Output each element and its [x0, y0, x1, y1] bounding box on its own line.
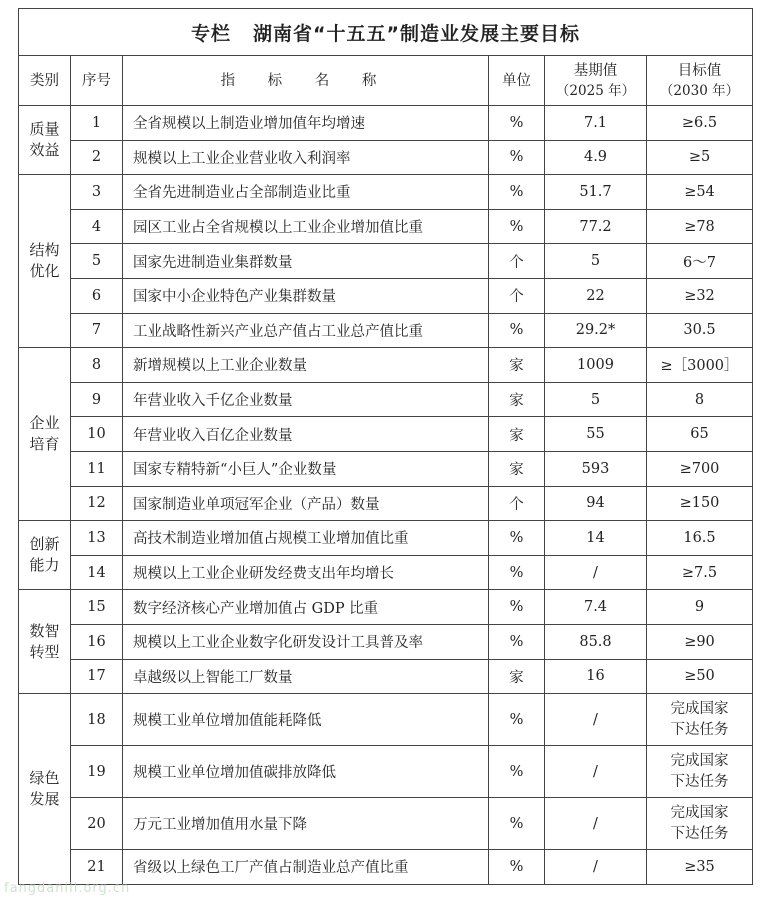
target-value-cell: ≥50: [647, 659, 753, 694]
base-value-cell: /: [545, 798, 647, 850]
header-name: 指 标 名 称: [123, 56, 489, 106]
table-row: [19, 106, 753, 141]
name-cell: 年营业收入千亿企业数量: [123, 382, 489, 417]
table-row: [19, 278, 753, 313]
seq-cell: 13: [71, 521, 123, 556]
category-cell: [19, 175, 71, 348]
unit-cell: 个: [489, 278, 545, 313]
seq-cell: 9: [71, 382, 123, 417]
name-cell: 国家中小企业特色产业集群数量: [123, 278, 489, 313]
table-row: [19, 451, 753, 486]
category-cell: [19, 521, 71, 590]
category-label-line: 发展: [29, 789, 60, 808]
name-cell: 规模以上工业企业研发经费支出年均增长: [123, 555, 489, 590]
seq-cell: 18: [71, 694, 123, 746]
target-value-cell: ≥32: [647, 278, 753, 313]
target-value-cell: 30.5: [647, 313, 753, 348]
seq-cell: 20: [71, 798, 123, 850]
table-row: [19, 555, 753, 590]
name-cell: 全省规模以上制造业增加值年均增速: [123, 106, 489, 141]
target-value-cell: [647, 694, 753, 746]
unit-cell: %: [489, 140, 545, 175]
table-row: [19, 140, 753, 175]
base-value-cell: 5: [545, 244, 647, 279]
unit-cell: 家: [489, 417, 545, 452]
seq-cell: 3: [71, 175, 123, 210]
target-value-cell: [647, 746, 753, 798]
unit-cell: 个: [489, 244, 545, 279]
target-value-cell: ≥78: [647, 209, 753, 244]
target-value-cell: 16.5: [647, 521, 753, 556]
targets-table: [18, 8, 753, 885]
base-value-cell: 16: [545, 659, 647, 694]
name-cell: 国家制造业单项冠军企业（产品）数量: [123, 486, 489, 521]
header-unit: 单位: [489, 56, 545, 106]
table-row: [19, 244, 753, 279]
title-prefix: 专栏: [191, 22, 232, 45]
name-cell: 卓越级以上智能工厂数量: [123, 659, 489, 694]
unit-cell: %: [489, 209, 545, 244]
unit-cell: %: [489, 694, 545, 746]
base-value-cell: 593: [545, 451, 647, 486]
seq-cell: 11: [71, 451, 123, 486]
base-value-cell: /: [545, 694, 647, 746]
seq-cell: 12: [71, 486, 123, 521]
base-value-cell: 7.4: [545, 590, 647, 625]
category-label-line: 转型: [29, 642, 60, 661]
target-value-line: 完成国家: [670, 700, 729, 717]
base-value-cell: 55: [545, 417, 647, 452]
name-cell: 新增规模以上工业企业数量: [123, 348, 489, 383]
base-value-cell: 94: [545, 486, 647, 521]
target-value-cell: 8: [647, 382, 753, 417]
unit-cell: %: [489, 106, 545, 141]
header-base-label: 基期值: [573, 62, 618, 79]
target-value-cell: ≥90: [647, 624, 753, 659]
target-value-cell: 65: [647, 417, 753, 452]
base-value-cell: 5: [545, 382, 647, 417]
table-row: [19, 313, 753, 348]
category-label-line: 结构: [29, 241, 60, 260]
table-body: [19, 106, 753, 885]
table-row: [19, 417, 753, 452]
header-seq: 序号: [71, 56, 123, 106]
name-cell: 年营业收入百亿企业数量: [123, 417, 489, 452]
header-base: [545, 56, 647, 106]
name-cell: 规模工业单位增加值碳排放降低: [123, 746, 489, 798]
name-cell: 规模以上工业企业数字化研发设计工具普及率: [123, 624, 489, 659]
category-cell: [19, 694, 71, 885]
target-value-cell: ≥［3000］: [647, 348, 753, 383]
seq-cell: 4: [71, 209, 123, 244]
table-row: [19, 746, 753, 798]
title-text: 湖南省“十五五”制造业发展主要目标: [253, 22, 580, 45]
target-value-cell: 6～7: [647, 244, 753, 279]
unit-cell: %: [489, 521, 545, 556]
unit-cell: %: [489, 313, 545, 348]
seq-cell: 5: [71, 244, 123, 279]
name-cell: 规模工业单位增加值能耗降低: [123, 694, 489, 746]
header-target: [647, 56, 753, 106]
unit-cell: 家: [489, 659, 545, 694]
seq-cell: 14: [71, 555, 123, 590]
table-title: [19, 9, 753, 56]
table-row: [19, 175, 753, 210]
base-value-cell: /: [545, 850, 647, 885]
unit-cell: %: [489, 798, 545, 850]
name-cell: 国家先进制造业集群数量: [123, 244, 489, 279]
table-row: [19, 382, 753, 417]
header-base-year: （2025 年）: [555, 82, 636, 99]
unit-cell: %: [489, 555, 545, 590]
table-row: [19, 209, 753, 244]
category-label-line: 培育: [29, 435, 60, 454]
header-target-year: （2030 年）: [659, 82, 740, 99]
seq-cell: 16: [71, 624, 123, 659]
name-cell: 高技术制造业增加值占规模工业增加值比重: [123, 521, 489, 556]
seq-cell: 2: [71, 140, 123, 175]
seq-cell: 7: [71, 313, 123, 348]
category-cell: [19, 348, 71, 521]
unit-cell: %: [489, 746, 545, 798]
base-value-cell: 1009: [545, 348, 647, 383]
target-value-cell: ≥35: [647, 850, 753, 885]
category-label-line: 能力: [29, 556, 60, 575]
target-value-cell: ≥54: [647, 175, 753, 210]
header-category: 类别: [19, 56, 71, 106]
table-row: [19, 694, 753, 746]
name-cell: 工业战略性新兴产业总产值占工业总产值比重: [123, 313, 489, 348]
unit-cell: %: [489, 590, 545, 625]
base-value-cell: 22: [545, 278, 647, 313]
name-cell: 规模以上工业企业营业收入利润率: [123, 140, 489, 175]
table-row: [19, 659, 753, 694]
base-value-cell: 51.7: [545, 175, 647, 210]
targets-table-container: [18, 8, 752, 885]
unit-cell: 家: [489, 382, 545, 417]
table-row: [19, 486, 753, 521]
seq-cell: 10: [71, 417, 123, 452]
seq-cell: 21: [71, 850, 123, 885]
category-label-line: 创新: [29, 535, 60, 554]
name-cell: 数字经济核心产业增加值占 GDP 比重: [123, 590, 489, 625]
category-label-line: 企业: [29, 414, 60, 433]
name-cell: 省级以上绿色工厂产值占制造业总产值比重: [123, 850, 489, 885]
target-value-cell: ≥6.5: [647, 106, 753, 141]
category-label-line: 优化: [29, 262, 60, 281]
base-value-cell: 85.8: [545, 624, 647, 659]
table-row: [19, 850, 753, 885]
base-value-cell: 7.1: [545, 106, 647, 141]
seq-cell: 17: [71, 659, 123, 694]
target-value-cell: ≥150: [647, 486, 753, 521]
target-value-cell: ≥7.5: [647, 555, 753, 590]
unit-cell: %: [489, 624, 545, 659]
name-cell: 全省先进制造业占全部制造业比重: [123, 175, 489, 210]
unit-cell: 个: [489, 486, 545, 521]
seq-cell: 6: [71, 278, 123, 313]
name-cell: 园区工业占全省规模以上工业企业增加值比重: [123, 209, 489, 244]
category-label-line: 数智: [29, 621, 60, 640]
table-row: [19, 590, 753, 625]
base-value-cell: 4.9: [545, 140, 647, 175]
header-target-label: 目标值: [677, 62, 722, 79]
base-value-cell: 77.2: [545, 209, 647, 244]
seq-cell: 19: [71, 746, 123, 798]
target-value-line: 完成国家: [670, 752, 729, 769]
target-value-cell: [647, 798, 753, 850]
table-row: [19, 348, 753, 383]
target-value-line: 下达任务: [670, 773, 729, 790]
seq-cell: 8: [71, 348, 123, 383]
target-value-line: 下达任务: [670, 825, 729, 842]
category-label-line: 质量: [29, 120, 60, 139]
category-label-line: 效益: [29, 141, 60, 160]
table-row: [19, 624, 753, 659]
watermark: fangdaniii.org.cn: [4, 881, 131, 896]
base-value-cell: 29.2*: [545, 313, 647, 348]
name-cell: 万元工业增加值用水量下降: [123, 798, 489, 850]
base-value-cell: 14: [545, 521, 647, 556]
category-cell: [19, 106, 71, 175]
unit-cell: 家: [489, 451, 545, 486]
table-row: [19, 521, 753, 556]
base-value-cell: /: [545, 555, 647, 590]
target-value-cell: ≥700: [647, 451, 753, 486]
unit-cell: 家: [489, 348, 545, 383]
target-value-line: 完成国家: [670, 804, 729, 821]
seq-cell: 15: [71, 590, 123, 625]
target-value-cell: 9: [647, 590, 753, 625]
unit-cell: %: [489, 850, 545, 885]
name-cell: 国家专精特新“小巨人”企业数量: [123, 451, 489, 486]
base-value-cell: /: [545, 746, 647, 798]
table-row: [19, 798, 753, 850]
category-label-line: 绿色: [29, 768, 60, 787]
category-cell: [19, 590, 71, 694]
seq-cell: 1: [71, 106, 123, 141]
unit-cell: %: [489, 175, 545, 210]
target-value-line: 下达任务: [670, 721, 729, 738]
target-value-cell: ≥5: [647, 140, 753, 175]
